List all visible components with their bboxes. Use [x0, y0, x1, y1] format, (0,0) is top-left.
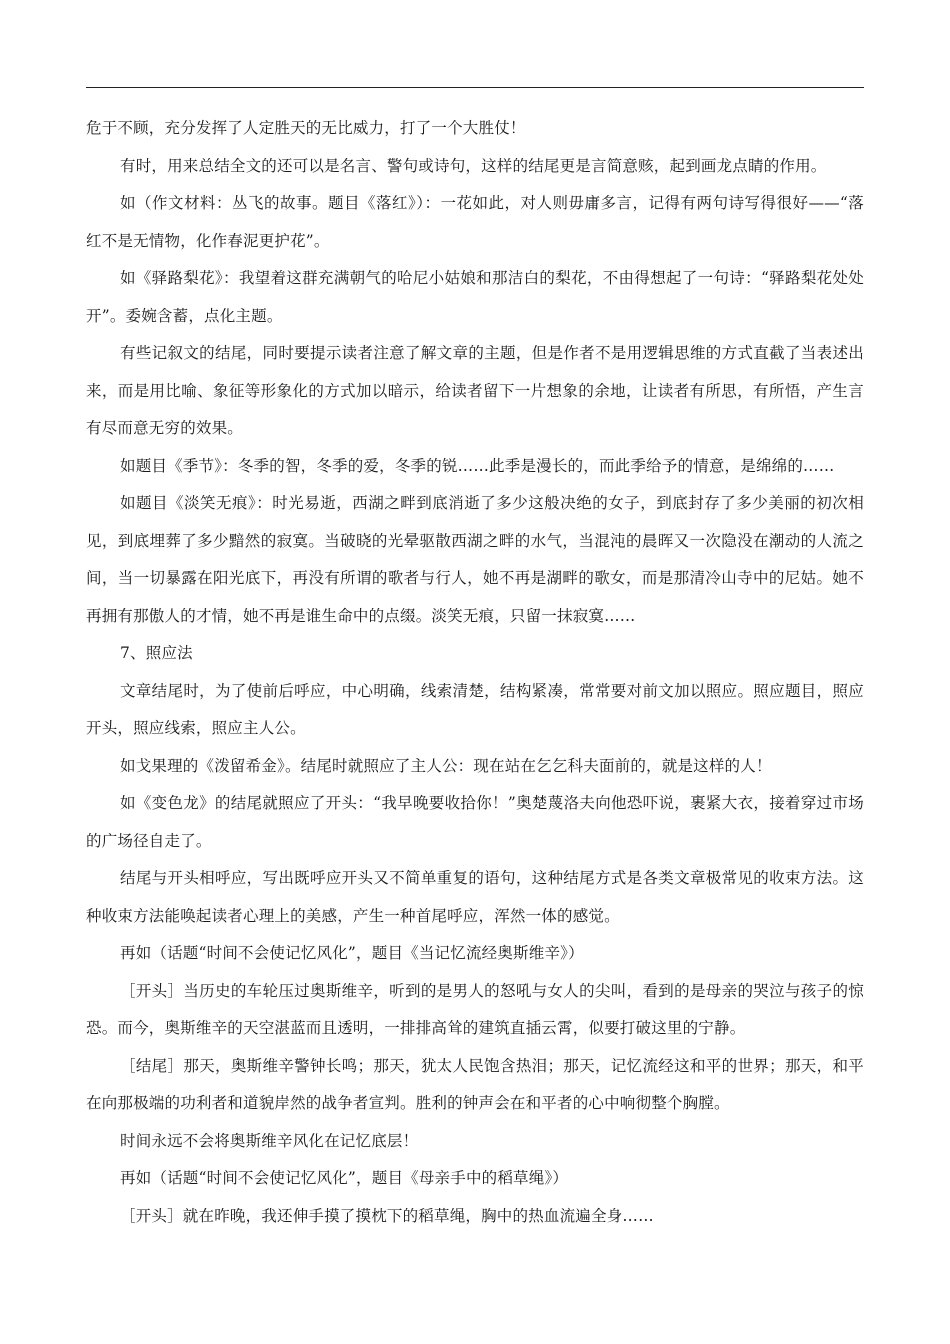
paragraph: ［结尾］那天，奥斯维辛警钟长鸣；那天，犹太人民饱含热泪；那天，记忆流经这和平的世界；那天，和平在向那极端的功利者和道貌岸然的战争者宣判。胜利的钟声会在和平者的心中响彻整个胸膛。 — [86, 1056, 864, 1112]
paragraph: 如题目《季节》：冬季的智，冬季的爱，冬季的锐……此季是漫长的，而此季给予的情意，是绵绵的…… — [120, 456, 835, 475]
paragraph: 结尾与开头相呼应，写出既呼应开头又不简单重复的语句，这种结尾方式是各类文章极常见的收束方法。这种收束方法能唤起读者心理上的美感，产生一种首尾呼应，浑然一体的感觉。 — [86, 869, 864, 925]
paragraph: 如题目《淡笑无痕》：时光易逝，西湖之畔到底消逝了多少这般决绝的女子，到底封存了多少美丽的初次相见，到底埋葬了多少黯然的寂寞。当破晓的光晕驱散西湖之畔的水气，当混沌的晨晖又一次隐没在潮动的人流之间，当一切暴露在阳光底下，再没有所谓的歌者与行人，她不再是湖畔的歌女，而是那清冷山寺中的尼姑。她不再拥有那傲人的才情，她不再是谁生命中的点缀。淡笑无痕，只留一抹寂寞…… — [86, 494, 864, 625]
document-body — [86, 110, 864, 1235]
paragraph: ［开头］就在昨晚，我还伸手摸了摸枕下的稻草绳，胸中的热血流遍全身…… — [120, 1206, 654, 1225]
paragraph: 文章结尾时，为了使前后呼应，中心明确，线索清楚，结构紧凑，常常要对前文加以照应。照应题目，照应开头，照应线索，照应主人公。 — [86, 681, 864, 737]
header-divider — [86, 87, 864, 88]
paragraph: 时间永远不会将奥斯维辛风化在记忆底层！ — [120, 1131, 419, 1150]
paragraph: 如（作文材料：丛飞的故事。题目《落红》）：一花如此，对人则毋庸多言，记得有两句诗写得很好——“落红不是无情物，化作春泥更护花”。 — [86, 194, 864, 250]
section-heading: 7、照应法 — [120, 644, 193, 662]
paragraph: 再如（话题“时间不会使记忆风化”，题目《当记忆流经奥斯维辛》） — [120, 944, 584, 962]
paragraph: 有些记叙文的结尾，同时要提示读者注意了解文章的主题，但是作者不是用逻辑思维的方式直截了当表述出来，而是用比喻、象征等形象化的方式加以暗示，给读者留下一片想象的余地，让读者有所思，有所悟，产生言有尽而意无穷的效果。 — [86, 344, 864, 437]
paragraph: 如戈果理的《泼留希金》。结尾时就照应了主人公：现在站在乞乞科夫面前的，就是这样的人！ — [120, 756, 772, 775]
paragraph: 如《变色龙》的结尾就照应了开头：“我早晚要收拾你！”奥楚蔑洛夫向他恐吓说，裹紧大衣，接着穿过市场的广场径自走了。 — [86, 794, 864, 850]
paragraph: 危于不顾，充分发挥了人定胜天的无比威力，打了一个大胜仗！ — [86, 119, 526, 137]
paragraph: 再如（话题“时间不会使记忆风化”，题目《母亲手中的稻草绳》） — [120, 1169, 569, 1187]
paragraph: 如《驿路梨花》：我望着这群充满朝气的哈尼小姑娘和那洁白的梨花，不由得想起了一句诗：“驿路梨花处处开”。委婉含蓄，点化主题。 — [86, 269, 864, 325]
paragraph: ［开头］当历史的车轮压过奥斯维辛，听到的是男人的怒吼与女人的尖叫，看到的是母亲的哭泣与孩子的惊恐。而今，奥斯维辛的天空湛蓝而且透明，一排排高耸的建筑直插云霄，似要打破这里的宁静。 — [86, 981, 864, 1037]
paragraph: 有时，用来总结全文的还可以是名言、警句或诗句，这样的结尾更是言简意赅，起到画龙点睛的作用。 — [120, 156, 827, 175]
